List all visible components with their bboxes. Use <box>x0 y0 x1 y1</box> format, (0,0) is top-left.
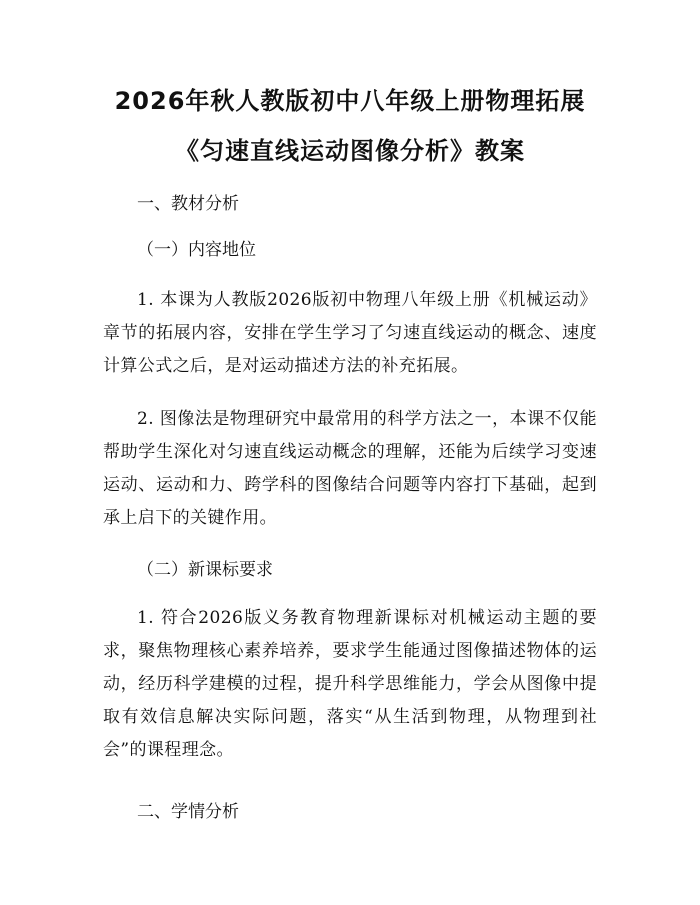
paragraph-new-curriculum-1: 1. 符合2026版义务教育物理新课标对机械运动主题的要求，聚焦物理核心素养培养，要求学生能通过图像描述物体的运动，经历科学建模的过程，提升科学思维能力，学会从图像中提取有效信息解决实际问题，落实“从生活到物理，从物理到社会”的课程理念。 <box>103 608 597 760</box>
subsection-heading-content-position: （一）内容地位 <box>137 240 256 260</box>
paragraph-content-position-2: 2. 图像法是物理研究中最常用的科学方法之一，本课不仅能帮助学生深化对匀速直线运动概念的理解，还能为后续学习变速运动、运动和力、跨学科的图像结合问题等内容打下基础，起到承上启下的关键作用。 <box>103 409 597 528</box>
section-heading-student-analysis: 二、学情分析 <box>137 802 239 822</box>
subsection-heading-new-curriculum: （二）新课标要求 <box>137 560 273 580</box>
document-title-line-1: 2026年秋人教版初中八年级上册物理拓展 <box>114 87 586 115</box>
paragraph-content-position-1: 1. 本课为人教版2026版初中物理八年级上册《机械运动》章节的拓展内容，安排在学生学习了匀速直线运动的概念、速度计算公式之后，是对运动描述方法的补充拓展。 <box>103 290 597 376</box>
document-title-line-2: 《匀速直线运动图像分析》教案 <box>175 137 525 165</box>
section-heading-textbook-analysis: 一、教材分析 <box>137 194 239 214</box>
